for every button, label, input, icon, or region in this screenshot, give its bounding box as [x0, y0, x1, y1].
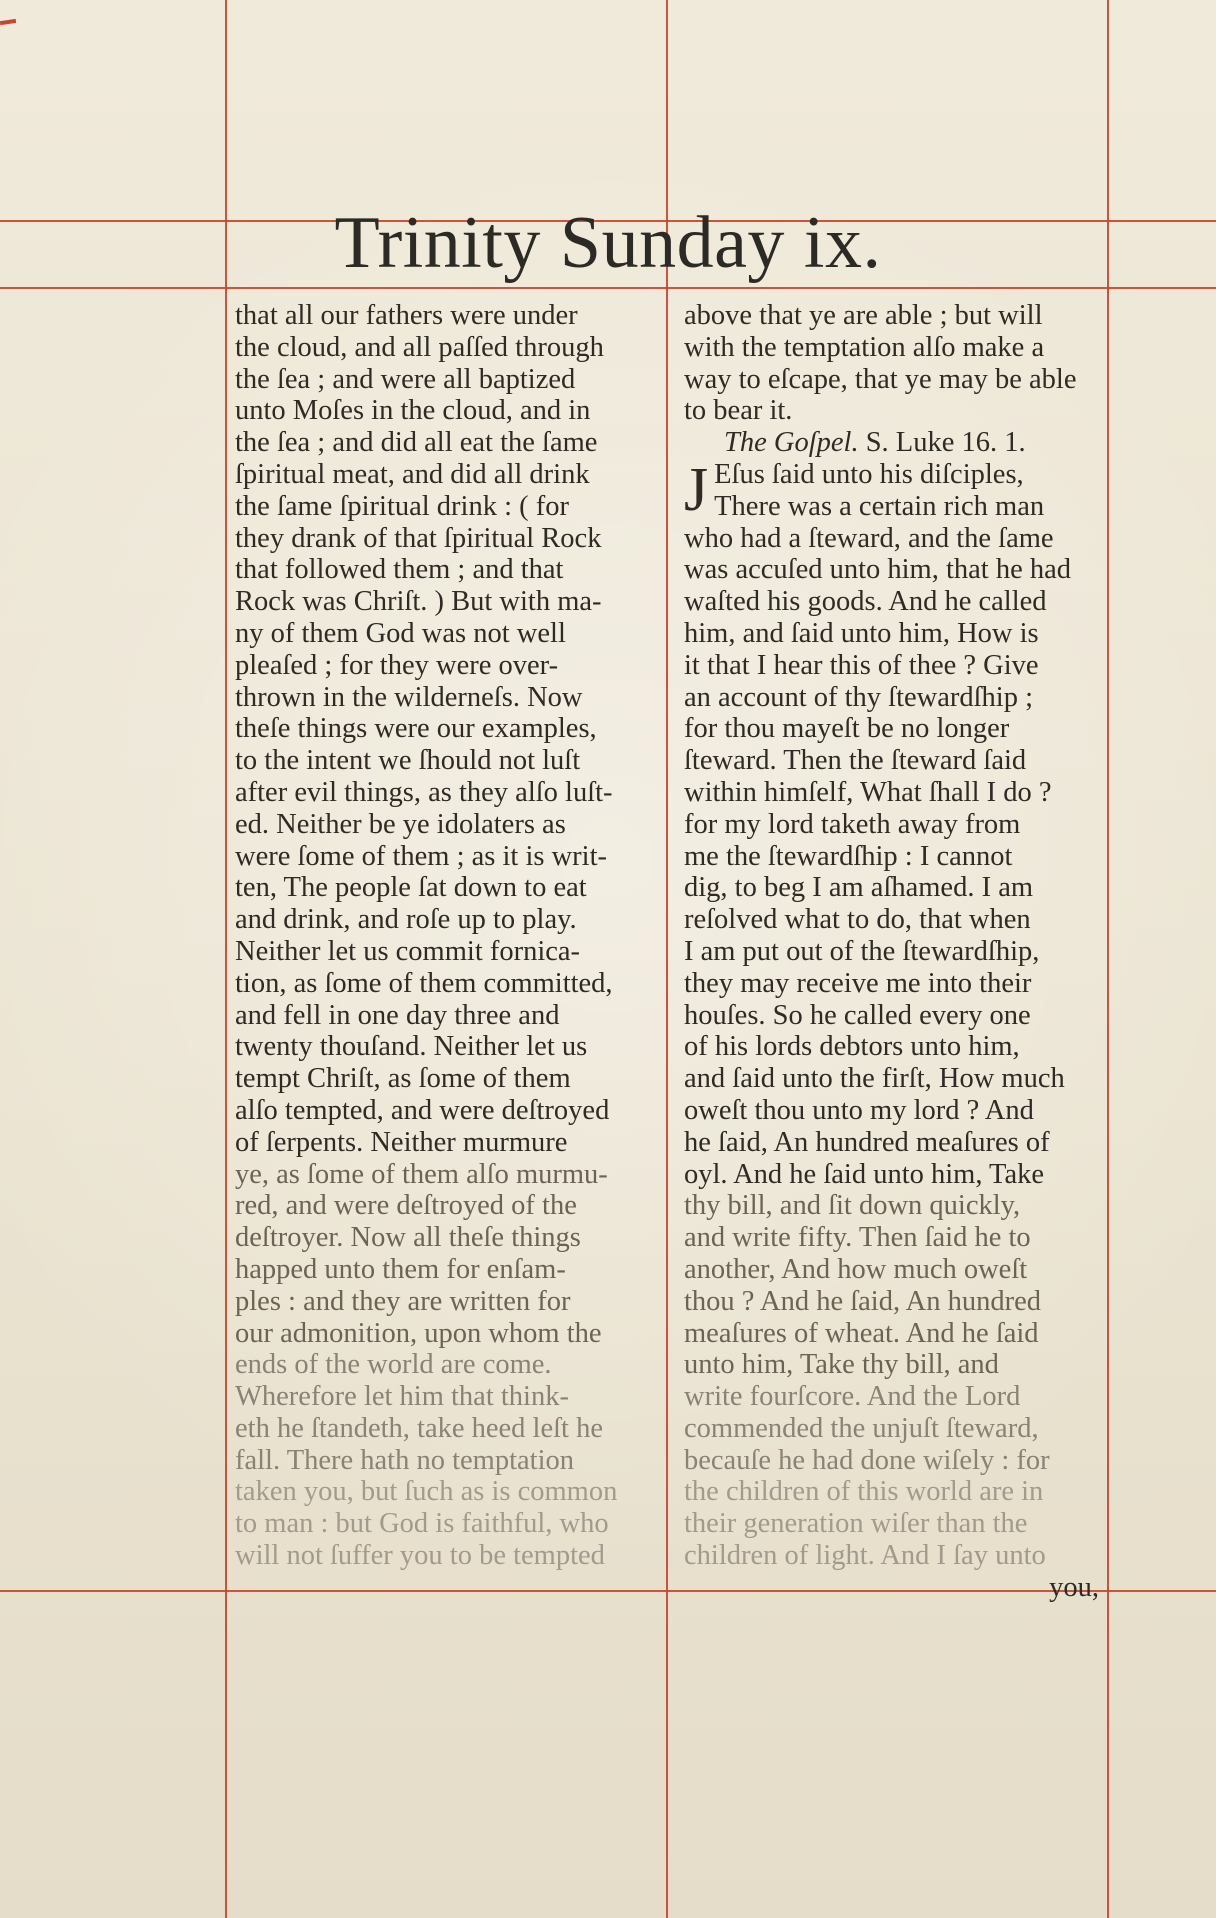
- text-line: for thou mayeſt be no longer: [684, 713, 1010, 745]
- text-line: with the temptation alſo make a: [684, 331, 1045, 363]
- text-line: ny of them God was not well: [235, 617, 566, 649]
- text-line: the ſea ; and were all baptized: [235, 363, 576, 395]
- text-line: within himſelf, What ſhall I do ?: [684, 776, 1052, 808]
- text-line: that followed them ; and that: [235, 554, 564, 586]
- text-line: the children of this world are in: [684, 1476, 1044, 1508]
- text-line: the cloud, and all paſſed through: [235, 331, 604, 363]
- text-line: unto Moſes in the cloud, and in: [235, 395, 591, 427]
- text-line: Wherefore let him that think-: [235, 1381, 569, 1413]
- text-line: becauſe he had done wiſely : for: [684, 1444, 1050, 1476]
- text-line: unto him, Take thy bill, and: [684, 1349, 999, 1381]
- text-line: theſe things were our examples,: [235, 713, 597, 745]
- text-line: children of light. And I ſay unto: [684, 1540, 1046, 1572]
- text-line: commended the unjuſt ſteward,: [684, 1412, 1039, 1444]
- text-line: write fourſcore. And the Lord: [684, 1381, 1021, 1413]
- text-line: ends of the world are come.: [235, 1349, 552, 1381]
- text-line: to the intent we ſhould not luſt: [235, 745, 581, 777]
- text-line: fall. There hath no temptation: [235, 1444, 574, 1476]
- text-line: Eſus ſaid unto his diſciples,: [714, 458, 1024, 490]
- text-line: way to eſcape, that ye may be able: [684, 363, 1077, 395]
- text-line: and drink, and roſe up to play.: [235, 904, 577, 936]
- text-line: eth he ſtandeth, take heed leſt he: [235, 1412, 603, 1444]
- text-line: that all our fathers were under: [235, 300, 578, 331]
- text-line: and fell in one day three and: [235, 999, 560, 1031]
- gospel-body: [684, 455, 1099, 1572]
- text-line: above that ye are able ; but will: [684, 300, 1043, 331]
- text-line: they may receive me into their: [684, 967, 1032, 999]
- gospel-text: [684, 455, 1099, 1572]
- text-line: thrown in the wilderneſs. Now: [235, 681, 583, 713]
- text-line: they drank of that ſpiritual Rock: [235, 522, 602, 554]
- text-line: and ſaid unto the firſt, How much: [684, 1063, 1065, 1095]
- drop-cap: J: [684, 455, 709, 524]
- text-line: to man : but God is faithful, who: [235, 1508, 609, 1540]
- text-line: Neither let us commit fornica-: [235, 935, 581, 967]
- text-line: ſpiritual meat, and did all drink: [235, 458, 590, 490]
- text-line: alſo tempted, and were deſtroyed: [235, 1094, 610, 1126]
- text-line: thou ? And he ſaid, An hundred: [684, 1285, 1041, 1317]
- text-line: taken you, but ſuch as is common: [235, 1476, 618, 1508]
- text-line: will not ſuffer you to be tempted: [235, 1540, 605, 1572]
- text-line: There was a certain rich man: [714, 490, 1045, 522]
- text-line: him, and ſaid unto him, How is: [684, 617, 1039, 649]
- text-line: their generation wiſer than the: [684, 1508, 1028, 1540]
- right-text-column: [684, 300, 1099, 1604]
- text-line: red, and were deſtroyed of the: [235, 1190, 577, 1222]
- epistle-ending: [684, 300, 1099, 427]
- text-line: who had a ſteward, and the ſame: [684, 522, 1054, 554]
- text-line: was accuſed unto him, that he had: [684, 554, 1072, 586]
- header-rule-bottom: [0, 287, 1216, 289]
- text-line: were ſome of them ; as it is writ-: [235, 840, 607, 872]
- text-line: tion, as ſome of them committed,: [235, 967, 613, 999]
- text-line: ed. Neither be ye idolaters as: [235, 808, 566, 840]
- text-line: reſolved what to do, that when: [684, 904, 1031, 936]
- gospel-label: The Goſpel.: [724, 427, 859, 459]
- text-line: ſteward. Then the ſteward ſaid: [684, 745, 1027, 777]
- text-line: the ſea ; and did all eat the ſame: [235, 427, 598, 459]
- text-line: ye, as ſome of them alſo murmu-: [235, 1158, 608, 1190]
- text-line: an account of thy ſtewardſhip ;: [684, 681, 1034, 713]
- text-line: houſes. So he called every one: [684, 999, 1031, 1031]
- text-line: me the ſtewardſhip : I cannot: [684, 840, 1013, 872]
- corner-ink-mark: [0, 19, 16, 25]
- text-line: oyl. And he ſaid unto him, Take: [684, 1158, 1045, 1190]
- text-line: after evil things, as they alſo luſt-: [235, 776, 613, 808]
- text-line: happed unto them for enſam-: [235, 1253, 566, 1285]
- gospel-heading: [684, 427, 1099, 459]
- text-line: dig, to beg I am aſhamed. I am: [684, 872, 1034, 904]
- text-line: waſted his goods. And he called: [684, 586, 1047, 618]
- text-line: he ſaid, An hundred meaſures of: [684, 1126, 1050, 1158]
- text-line: pleaſed ; for they were over-: [235, 649, 559, 681]
- text-line: ples : and they are written for: [235, 1285, 571, 1317]
- text-line: I am put out of the ſtewardſhip,: [684, 935, 1040, 967]
- text-line: it that I hear this of thee ? Give: [684, 649, 1039, 681]
- catchword: you,: [1049, 1571, 1099, 1603]
- text-line: of his lords debtors unto him,: [684, 1031, 1020, 1063]
- text-line: of ſerpents. Neither murmure: [235, 1126, 568, 1158]
- gospel-reference: S. Luke 16. 1.: [865, 427, 1026, 459]
- text-line: to bear it.: [684, 395, 793, 427]
- page-title: Trinity Sunday ix.: [334, 202, 882, 284]
- text-line: deſtroyer. Now all theſe things: [235, 1222, 581, 1254]
- text-line: oweſt thou unto my lord ? And: [684, 1094, 1034, 1126]
- text-line: twenty thouſand. Neither let us: [235, 1031, 588, 1063]
- text-line: meaſures of wheat. And he ſaid: [684, 1317, 1039, 1349]
- text-line: for my lord taketh away from: [684, 808, 1021, 840]
- text-line: Rock was Chriſt. ) But with ma-: [235, 586, 602, 618]
- text-line: thy bill, and ſit down quickly,: [684, 1190, 1021, 1222]
- text-line: tempt Chriſt, as ſome of them: [235, 1063, 571, 1095]
- text-line: ten, The people ſat down to eat: [235, 872, 587, 904]
- text-line: another, And how much oweſt: [684, 1253, 1028, 1285]
- text-line: the ſame ſpiritual drink : ( for: [235, 490, 569, 522]
- text-line: and write fifty. Then ſaid he to: [684, 1222, 1031, 1254]
- left-text-column: [235, 300, 660, 1572]
- text-line: our admonition, upon whom the: [235, 1317, 602, 1349]
